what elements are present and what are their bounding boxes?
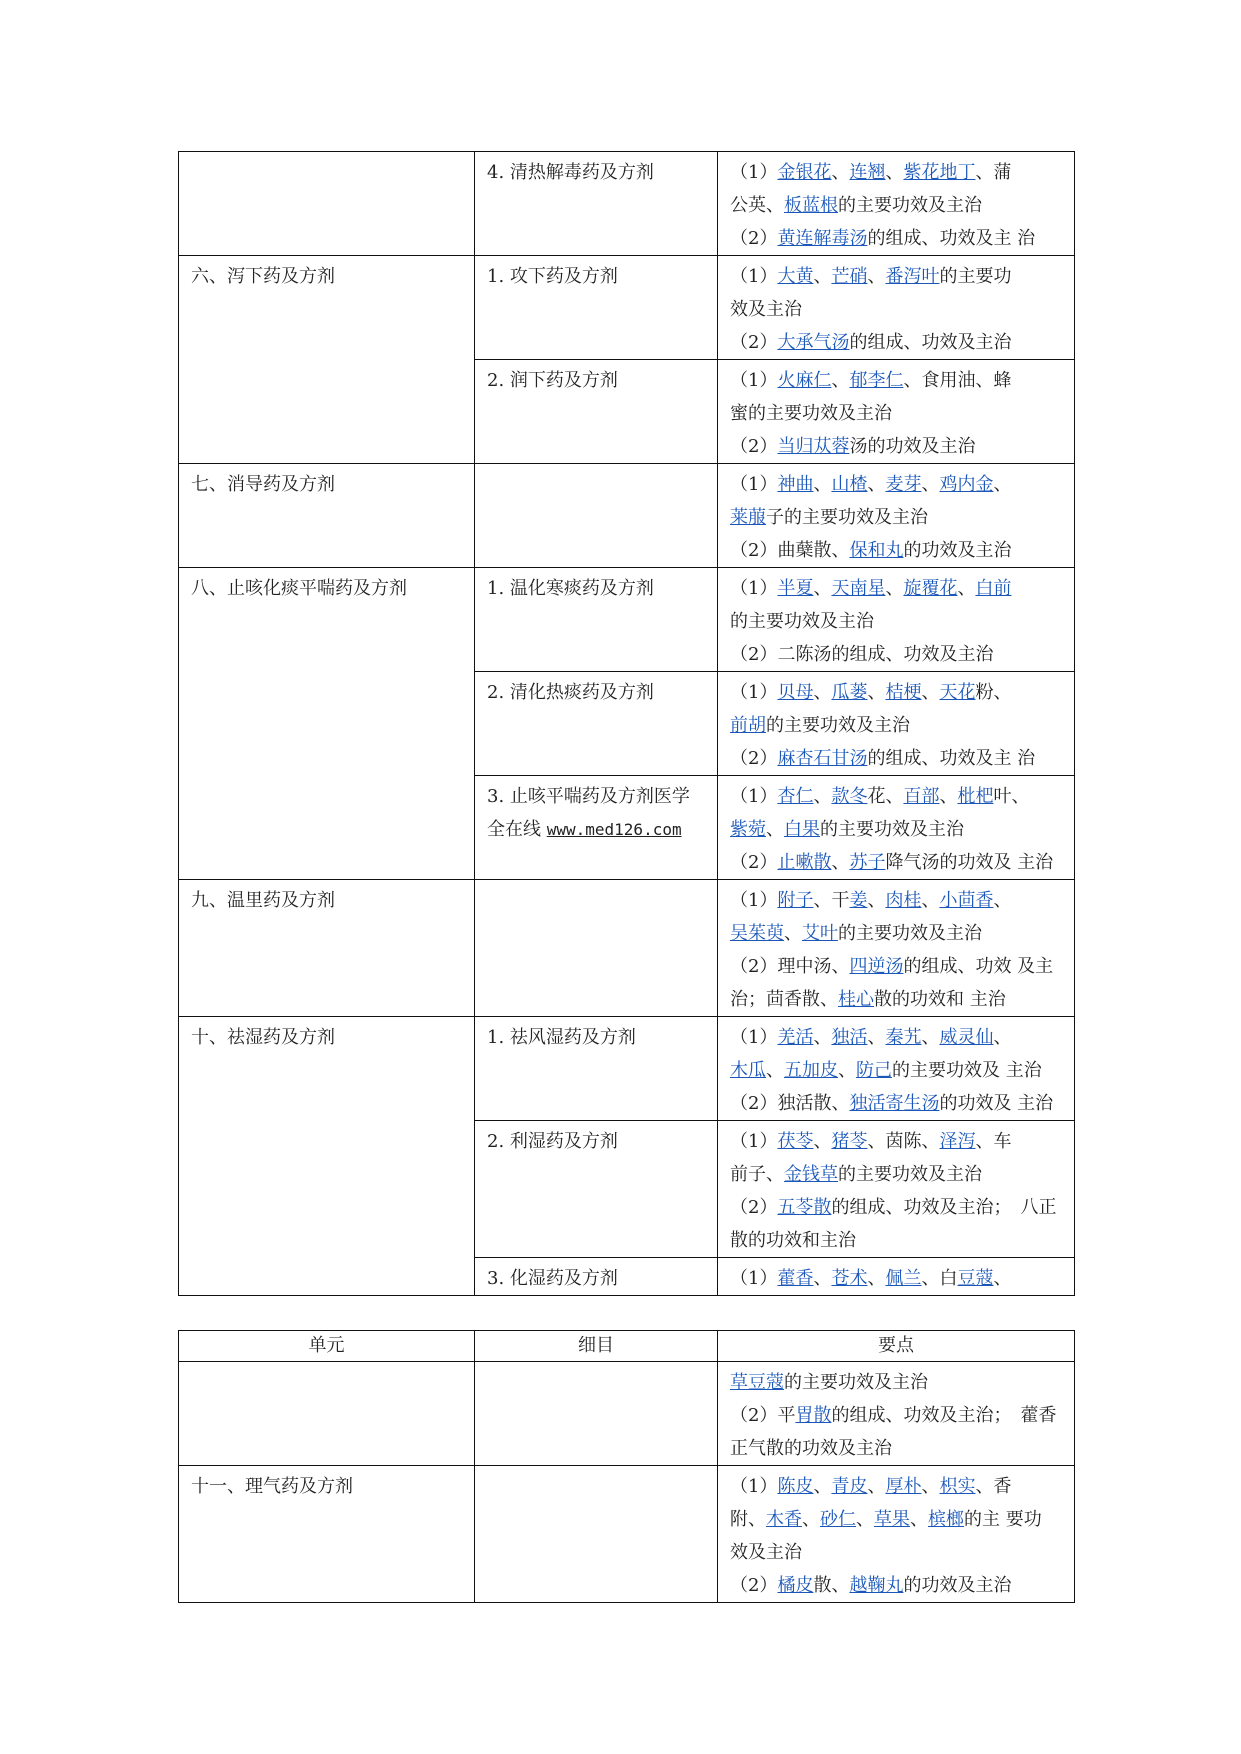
point-text: （2） (730, 1197, 778, 1218)
point-text: 的组成、功效及主 治 (867, 228, 1036, 249)
point-text: 降气汤的功效及 主治 (885, 852, 1054, 873)
points-cell (718, 360, 1075, 464)
point-text: 、 (813, 1131, 832, 1152)
herb-link[interactable]: 独活 (831, 1027, 868, 1048)
point-text: 公英、 (730, 195, 784, 216)
points-cell (718, 1017, 1075, 1121)
point-text: （2） (730, 852, 778, 873)
herb-link[interactable]: 大黄 (777, 266, 814, 287)
points-cell (718, 880, 1075, 1017)
point-text: 花、 (867, 786, 904, 807)
point-text: 粉、 (975, 682, 1012, 703)
herb-link[interactable]: 青皮 (831, 1476, 868, 1497)
point-text: （2）曲蘖散、 (730, 540, 850, 561)
point-text: （1） (730, 1476, 778, 1497)
point-text: 、 (867, 682, 886, 703)
point-line (730, 676, 1066, 709)
point-text: 蜜的主要功效及主治 (730, 403, 892, 424)
point-line (730, 884, 1066, 917)
herb-link[interactable]: 百部 (903, 786, 940, 807)
point-text: 、 (867, 266, 886, 287)
point-text: 、 (831, 852, 850, 873)
point-text: 、香 (975, 1476, 1012, 1497)
herb-link[interactable]: 木瓜 (730, 1060, 766, 1081)
points-cell (718, 152, 1075, 256)
point-text: （1） (730, 682, 778, 703)
point-line (730, 468, 1066, 501)
herb-link[interactable]: 越鞠丸 (849, 1575, 904, 1596)
table-row (179, 568, 1075, 672)
point-text: 、白 (921, 1268, 958, 1289)
point-line (730, 156, 1066, 189)
point-line (730, 364, 1066, 397)
point-text: 、 (993, 1027, 1012, 1048)
herb-link[interactable]: 枳实 (939, 1476, 976, 1497)
herb-link[interactable]: 杏仁 (777, 786, 814, 807)
points-cell (718, 1466, 1075, 1603)
table-row (179, 1017, 1075, 1121)
herb-link[interactable]: 连翘 (849, 162, 886, 183)
unit-cell: 六、泻下药及方剂 (179, 256, 475, 464)
point-line (730, 1125, 1066, 1158)
herb-link[interactable]: 草豆蔻 (730, 1372, 784, 1393)
herb-link[interactable]: 郁李仁 (849, 370, 904, 391)
herb-link[interactable]: 金钱草 (784, 1164, 838, 1185)
point-line (730, 846, 1066, 879)
point-text: 、 (813, 1027, 832, 1048)
subitem-cell (475, 360, 718, 464)
point-text: 的主要功效及主治 (838, 1164, 982, 1185)
herb-link[interactable]: 天花 (939, 682, 976, 703)
point-text: 的主要功效及主治 (820, 819, 964, 840)
subitem-text: 2. 利湿药及方剂 (487, 1131, 618, 1152)
herb-link[interactable]: 紫花地丁 (903, 162, 976, 183)
herb-link[interactable]: 神曲 (777, 474, 814, 495)
point-line (730, 1503, 1066, 1536)
point-text: 、茵陈、 (867, 1131, 940, 1152)
point-text: （2） (730, 748, 778, 769)
point-text: 的主要功效及 主治 (892, 1060, 1042, 1081)
point-text: 、 (885, 162, 904, 183)
point-text: 的功效及主治 (903, 540, 1012, 561)
subitem-cell (475, 1258, 718, 1296)
point-line (730, 917, 1066, 950)
point-text: 、车 (975, 1131, 1012, 1152)
herb-link[interactable]: 大承气汤 (777, 332, 850, 353)
herb-link[interactable]: 威灵仙 (939, 1027, 994, 1048)
point-text: 、 (766, 1060, 784, 1081)
unit-cell: 十一、理气药及方剂 (179, 1466, 475, 1603)
point-text: 、 (813, 266, 832, 287)
herb-link[interactable]: 槟榔 (928, 1509, 964, 1530)
point-line (730, 1021, 1066, 1054)
point-line (730, 1224, 1066, 1257)
point-line (730, 189, 1066, 222)
header-unit: 单元 (179, 1331, 475, 1362)
point-text: 的功效及主治 (903, 1575, 1012, 1596)
point-line (730, 1158, 1066, 1191)
point-text: 、干 (813, 890, 850, 911)
header-row (179, 1331, 1075, 1362)
point-text: （1） (730, 786, 778, 807)
points-cell (718, 1258, 1075, 1296)
point-text: 、 (921, 890, 940, 911)
point-text: （1） (730, 266, 778, 287)
point-text: 、 (813, 474, 832, 495)
point-text: 、 (867, 890, 886, 911)
point-text: 、 (993, 890, 1012, 911)
point-text: 子的主要功效及主治 (766, 507, 928, 528)
table-row (179, 1362, 1075, 1466)
unit-cell: 七、消导药及方剂 (179, 464, 475, 568)
point-text: （1） (730, 1268, 778, 1289)
point-text: 的组成、功效及主治； 藿香 (831, 1405, 1057, 1426)
point-text: 效及主治 (730, 1542, 802, 1563)
herb-link[interactable]: 豆蔻 (957, 1268, 994, 1289)
point-line (730, 780, 1066, 813)
herb-link[interactable]: 附子 (777, 890, 814, 911)
subitem-cell (475, 776, 718, 880)
herb-link[interactable]: 莱菔 (730, 507, 766, 528)
point-text: 的主 要功 (964, 1509, 1042, 1530)
points-cell (718, 568, 1075, 672)
herb-link[interactable]: 泽泻 (939, 1131, 976, 1152)
subitem-text: 1. 温化寒痰药及方剂 (487, 578, 654, 599)
point-text: 的主要功效及主治 (784, 1372, 928, 1393)
unit-cell (179, 152, 475, 256)
point-text: （2）理中汤、 (730, 956, 850, 977)
herb-link[interactable]: 板蓝根 (784, 195, 838, 216)
point-text: 的主要功效及主治 (838, 923, 982, 944)
point-text: 、 (813, 1476, 832, 1497)
point-text: 、蒲 (975, 162, 1012, 183)
point-line (730, 1536, 1066, 1569)
table-row (179, 880, 1075, 1017)
subitem-text: 2. 清化热痰药及方剂 (487, 682, 654, 703)
point-text: 、 (993, 1268, 1012, 1289)
syllabus-table-1 (178, 151, 1075, 1296)
subitem-cell (475, 1466, 718, 1603)
point-text: 正气散的功效及主治 (730, 1438, 892, 1459)
table-row (179, 1466, 1075, 1603)
unit-cell: 十、祛湿药及方剂 (179, 1017, 475, 1296)
herb-link[interactable]: 桂心 (838, 989, 874, 1010)
table-row (179, 464, 1075, 568)
point-line (730, 1470, 1066, 1503)
herb-link[interactable]: 砂仁 (820, 1509, 856, 1530)
site-url-text: www.med126.com (546, 820, 682, 839)
point-line (730, 950, 1066, 983)
points-cell (718, 672, 1075, 776)
herb-link[interactable]: 山楂 (831, 474, 868, 495)
herb-link[interactable]: 艾叶 (802, 923, 838, 944)
herb-link[interactable]: 半夏 (777, 578, 814, 599)
unit-cell (179, 1362, 475, 1466)
subitem-text: 4. 清热解毒药及方剂 (487, 162, 654, 183)
point-line (730, 638, 1066, 671)
point-line (730, 983, 1066, 1016)
herb-link[interactable]: 藿香 (777, 1268, 814, 1289)
herb-link[interactable]: 旋覆花 (903, 578, 958, 599)
point-line (730, 293, 1066, 326)
herb-link[interactable]: 白前 (975, 578, 1012, 599)
point-text: 、 (856, 1509, 874, 1530)
herb-link[interactable]: 小茴香 (939, 890, 994, 911)
point-text: 的主要功效及主治 (838, 195, 982, 216)
herb-link[interactable]: 苍术 (831, 1268, 868, 1289)
subitem-text: 1. 祛风湿药及方剂 (487, 1027, 636, 1048)
point-line (730, 1191, 1066, 1224)
header-points: 要点 (718, 1331, 1075, 1362)
point-text: 的组成、功效及主 治 (867, 748, 1036, 769)
point-text: （2） (730, 1575, 778, 1596)
point-text: 、食用油、蜂 (903, 370, 1012, 391)
points-cell (718, 776, 1075, 880)
point-text: 、 (802, 1509, 820, 1530)
syllabus-table-2 (178, 1330, 1075, 1603)
point-text: （2）平 (730, 1405, 796, 1426)
herb-link[interactable]: 瓜蒌 (831, 682, 868, 703)
herb-link[interactable]: 五加皮 (784, 1060, 838, 1081)
point-text: 、 (838, 1060, 856, 1081)
point-line (730, 742, 1066, 775)
herb-link[interactable]: 橘皮 (777, 1575, 814, 1596)
herb-link[interactable]: 姜 (849, 890, 868, 911)
point-text: 的组成、功效 及主 (903, 956, 1054, 977)
subitem-text: 2. 润下药及方剂 (487, 370, 618, 391)
point-text: 散、 (813, 1575, 850, 1596)
point-line (730, 501, 1066, 534)
point-text: 、 (766, 819, 784, 840)
point-text: （1） (730, 1027, 778, 1048)
point-text: 效及主治 (730, 299, 802, 320)
herb-link[interactable]: 草果 (874, 1509, 910, 1530)
herb-link[interactable]: 木香 (766, 1509, 802, 1530)
point-text: 、 (784, 923, 802, 944)
point-text: （1） (730, 162, 778, 183)
herb-link[interactable]: 保和丸 (849, 540, 904, 561)
point-text: 、 (831, 370, 850, 391)
subitem-cell (475, 672, 718, 776)
point-text: （1） (730, 370, 778, 391)
point-text: （2） (730, 332, 778, 353)
herb-link[interactable]: 苏子 (849, 852, 886, 873)
herb-link[interactable]: 吴茱萸 (730, 923, 784, 944)
point-text: 、 (813, 682, 832, 703)
point-text: 、 (831, 162, 850, 183)
point-text: 、 (921, 1476, 940, 1497)
point-text: 治；茴香散、 (730, 989, 838, 1010)
herb-link[interactable]: 秦艽 (885, 1027, 922, 1048)
point-line (730, 1399, 1066, 1432)
herb-link[interactable]: 胃散 (795, 1405, 832, 1426)
herb-link[interactable]: 天南星 (831, 578, 886, 599)
point-text: 、 (867, 1268, 886, 1289)
point-line (730, 1262, 1066, 1295)
herb-link[interactable]: 款冬 (831, 786, 868, 807)
point-line (730, 534, 1066, 567)
point-line (730, 813, 1066, 846)
herb-link[interactable]: 四逆汤 (849, 956, 904, 977)
herb-link[interactable]: 茯苓 (777, 1131, 814, 1152)
herb-link[interactable]: 黄连解毒汤 (777, 228, 868, 249)
herb-link[interactable]: 桔梗 (885, 682, 922, 703)
table-row (179, 256, 1075, 360)
unit-cell: 八、止咳化痰平喘药及方剂 (179, 568, 475, 880)
herb-link[interactable]: 猪苓 (831, 1131, 868, 1152)
herb-link[interactable]: 麻杏石甘汤 (777, 748, 868, 769)
point-line (730, 326, 1066, 359)
point-text: 附、 (730, 1509, 766, 1530)
subitem-cell (475, 256, 718, 360)
herb-link[interactable]: 肉桂 (885, 890, 922, 911)
herb-link[interactable]: 枇杷 (957, 786, 994, 807)
point-line (730, 605, 1066, 638)
point-text: 、 (813, 578, 832, 599)
herb-link[interactable]: 鸡内金 (939, 474, 994, 495)
subitem-text: 3. 化湿药及方剂 (487, 1268, 618, 1289)
herb-link[interactable]: 紫菀 (730, 819, 766, 840)
point-line (730, 1569, 1066, 1602)
subitem-cell (475, 880, 718, 1017)
point-text: 的功效及 主治 (939, 1093, 1054, 1114)
herb-link[interactable]: 当归苁蓉 (777, 436, 850, 457)
point-text: （2） (730, 228, 778, 249)
herb-link[interactable]: 止嗽散 (777, 852, 832, 873)
point-text: （2） (730, 436, 778, 457)
point-text: 、 (910, 1509, 928, 1530)
point-text: 的组成、功效及主治； 八正 (831, 1197, 1057, 1218)
point-line (730, 260, 1066, 293)
points-cell (718, 1121, 1075, 1258)
points-cell (718, 1362, 1075, 1466)
herb-link[interactable]: 番泻叶 (885, 266, 940, 287)
point-text: 、 (867, 1476, 886, 1497)
point-text: 、 (885, 578, 904, 599)
subitem-text: 1. 攻下药及方剂 (487, 266, 618, 287)
point-text: 散的功效和 主治 (874, 989, 1006, 1010)
point-text: 、 (957, 578, 976, 599)
point-line (730, 1087, 1066, 1120)
herb-link[interactable]: 贝母 (777, 682, 814, 703)
point-text: 、 (921, 1027, 940, 1048)
point-text: 前子、 (730, 1164, 784, 1185)
point-text: 、 (921, 474, 940, 495)
points-cell (718, 256, 1075, 360)
point-line (730, 1366, 1066, 1399)
herb-link[interactable]: 芒硝 (831, 266, 868, 287)
herb-link[interactable]: 厚朴 (885, 1476, 922, 1497)
herb-link[interactable]: 陈皮 (777, 1476, 814, 1497)
point-text: （1） (730, 1131, 778, 1152)
herb-link[interactable]: 五苓散 (777, 1197, 832, 1218)
point-text: 的主要功效及主治 (766, 715, 910, 736)
subitem-cell (475, 464, 718, 568)
subitem-cell (475, 1017, 718, 1121)
point-text: （1） (730, 890, 778, 911)
subitem-text: 3. 止咳平喘药及方剂医学全在线 (487, 786, 690, 840)
herb-link[interactable]: 白果 (784, 819, 820, 840)
subitem-cell (475, 1121, 718, 1258)
point-text: 汤的功效及主治 (849, 436, 976, 457)
point-text: （2）二陈汤的组成、功效及主治 (730, 644, 994, 665)
herb-link[interactable]: 防己 (856, 1060, 892, 1081)
herb-link[interactable]: 麦芽 (885, 474, 922, 495)
point-text: 的主要功 (939, 266, 1012, 287)
point-line (730, 222, 1066, 255)
point-line (730, 1054, 1066, 1087)
point-text: 、 (867, 474, 886, 495)
points-cell (718, 464, 1075, 568)
point-text: 、 (921, 682, 940, 703)
unit-cell: 九、温里药及方剂 (179, 880, 475, 1017)
point-text: 、 (813, 786, 832, 807)
header-subitem: 细目 (475, 1331, 718, 1362)
point-text: 的组成、功效及主治 (849, 332, 1012, 353)
point-text: 、 (993, 474, 1012, 495)
point-text: 散的功效和主治 (730, 1230, 856, 1251)
point-text: 叶、 (993, 786, 1030, 807)
table-row (179, 152, 1075, 256)
point-text: 、 (867, 1027, 886, 1048)
subitem-cell (475, 152, 718, 256)
point-text: （2）独活散、 (730, 1093, 850, 1114)
point-text: 、 (813, 1268, 832, 1289)
herb-link[interactable]: 佩兰 (885, 1268, 922, 1289)
point-line (730, 572, 1066, 605)
point-line (730, 709, 1066, 742)
point-text: 、 (939, 786, 958, 807)
herb-link[interactable]: 火麻仁 (777, 370, 832, 391)
point-line (730, 397, 1066, 430)
herb-link[interactable]: 羌活 (777, 1027, 814, 1048)
point-line (730, 1432, 1066, 1465)
point-text: （1） (730, 474, 778, 495)
herb-link[interactable]: 前胡 (730, 715, 766, 736)
point-line (730, 430, 1066, 463)
point-text: 的主要功效及主治 (730, 611, 874, 632)
subitem-cell (475, 568, 718, 672)
herb-link[interactable]: 金银花 (777, 162, 832, 183)
herb-link[interactable]: 独活寄生汤 (849, 1093, 940, 1114)
point-text: （1） (730, 578, 778, 599)
subitem-cell (475, 1362, 718, 1466)
